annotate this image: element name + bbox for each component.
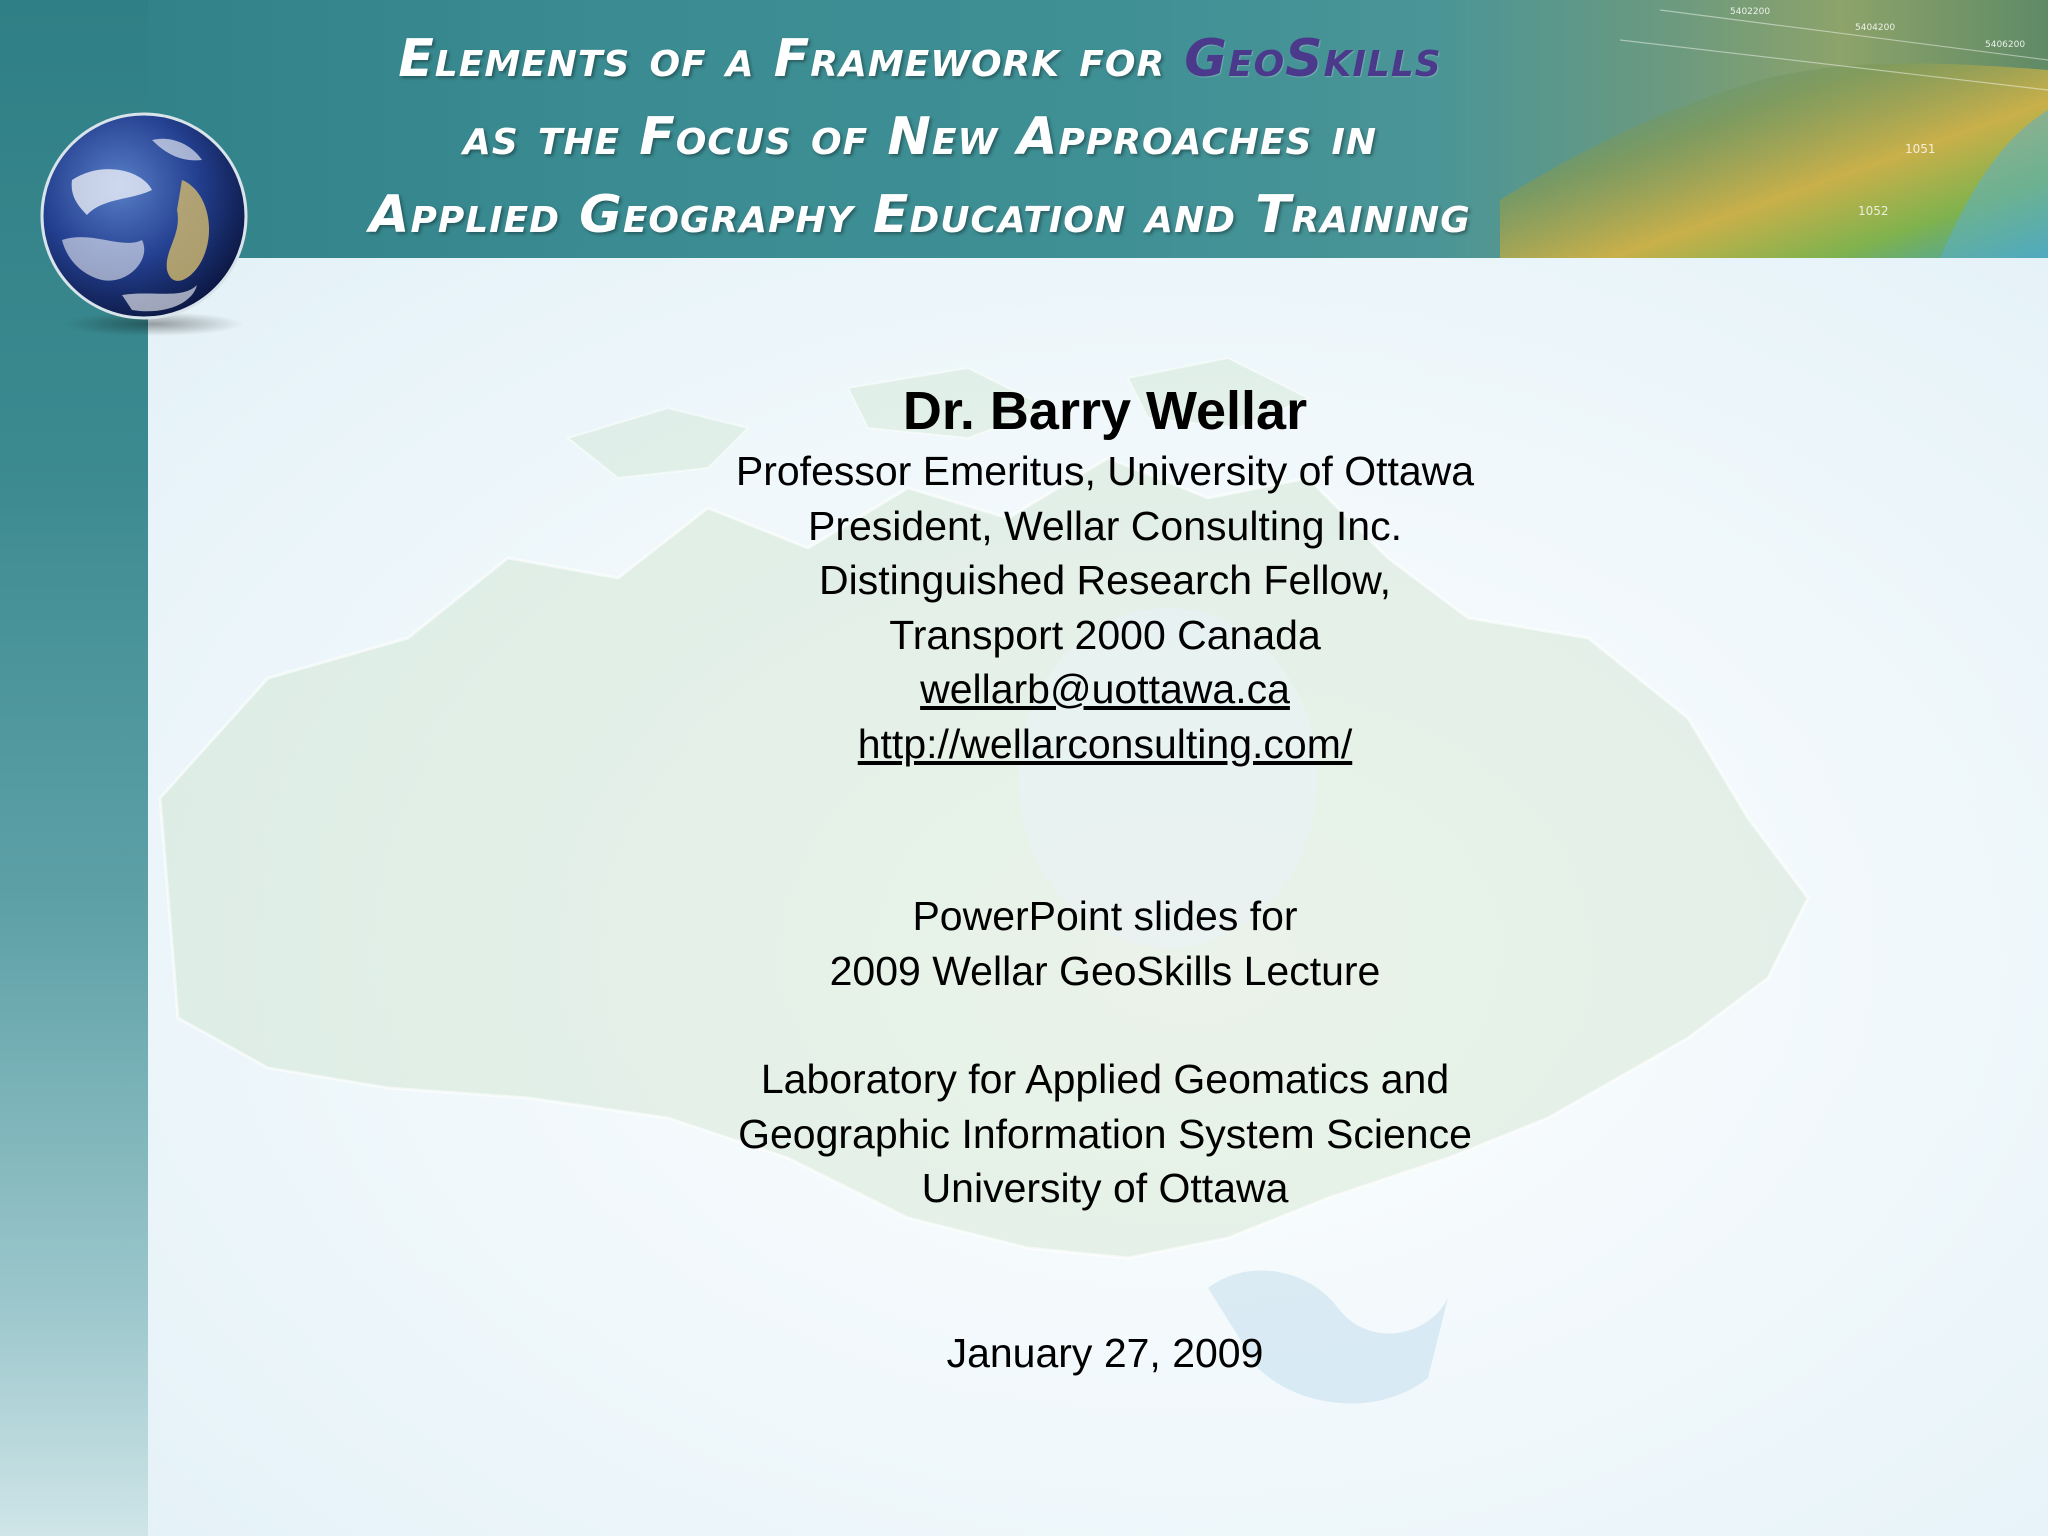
title-line-3: Applied Geography Education and Training — [369, 185, 1471, 245]
author-name: Dr. Barry Wellar — [902, 381, 1308, 441]
terrain-image — [1500, 0, 2048, 258]
event-line: 2009 Wellar GeoSkills Lecture — [829, 947, 1381, 994]
coord-label: 5406200 — [1985, 40, 2026, 50]
event-line: PowerPoint slides for — [912, 893, 1298, 939]
affiliation-line: Professor Emeritus, University of Ottawa — [735, 448, 1475, 494]
title-line-1-text: Elements of a Framework for — [398, 29, 1185, 89]
affiliation-line: President, Wellar Consulting Inc. — [807, 502, 1403, 549]
website-link[interactable]: http://wellarconsulting.com/ — [857, 720, 1353, 767]
institution-line: Laboratory for Applied Geomatics and — [760, 1056, 1450, 1102]
affiliation-line: Distinguished Research Fellow, — [819, 557, 1391, 603]
institution-line: University of Ottawa — [921, 1165, 1289, 1211]
email-link[interactable]: wellarb@uottawa.ca — [920, 666, 1290, 712]
elevation-label: 1052 — [1858, 204, 1889, 218]
institution-line: Geographic Information System Science — [738, 1110, 1472, 1157]
coord-label: 5404200 — [1855, 23, 1896, 33]
slide-title — [270, 20, 1570, 254]
slide-body — [605, 380, 1605, 1380]
title-accent-geoskills: GeoSkills — [1184, 29, 1442, 89]
earth-globe-icon — [32, 110, 262, 340]
title-line-2: as the Focus of New Approaches in — [462, 107, 1378, 167]
presentation-date: January 27, 2009 — [946, 1329, 1264, 1376]
title-line-1 — [398, 29, 1441, 89]
affiliation-line: Transport 2000 Canada — [889, 611, 1321, 658]
coord-label: 5402200 — [1730, 7, 1771, 17]
elevation-label: 1051 — [1905, 142, 1936, 156]
